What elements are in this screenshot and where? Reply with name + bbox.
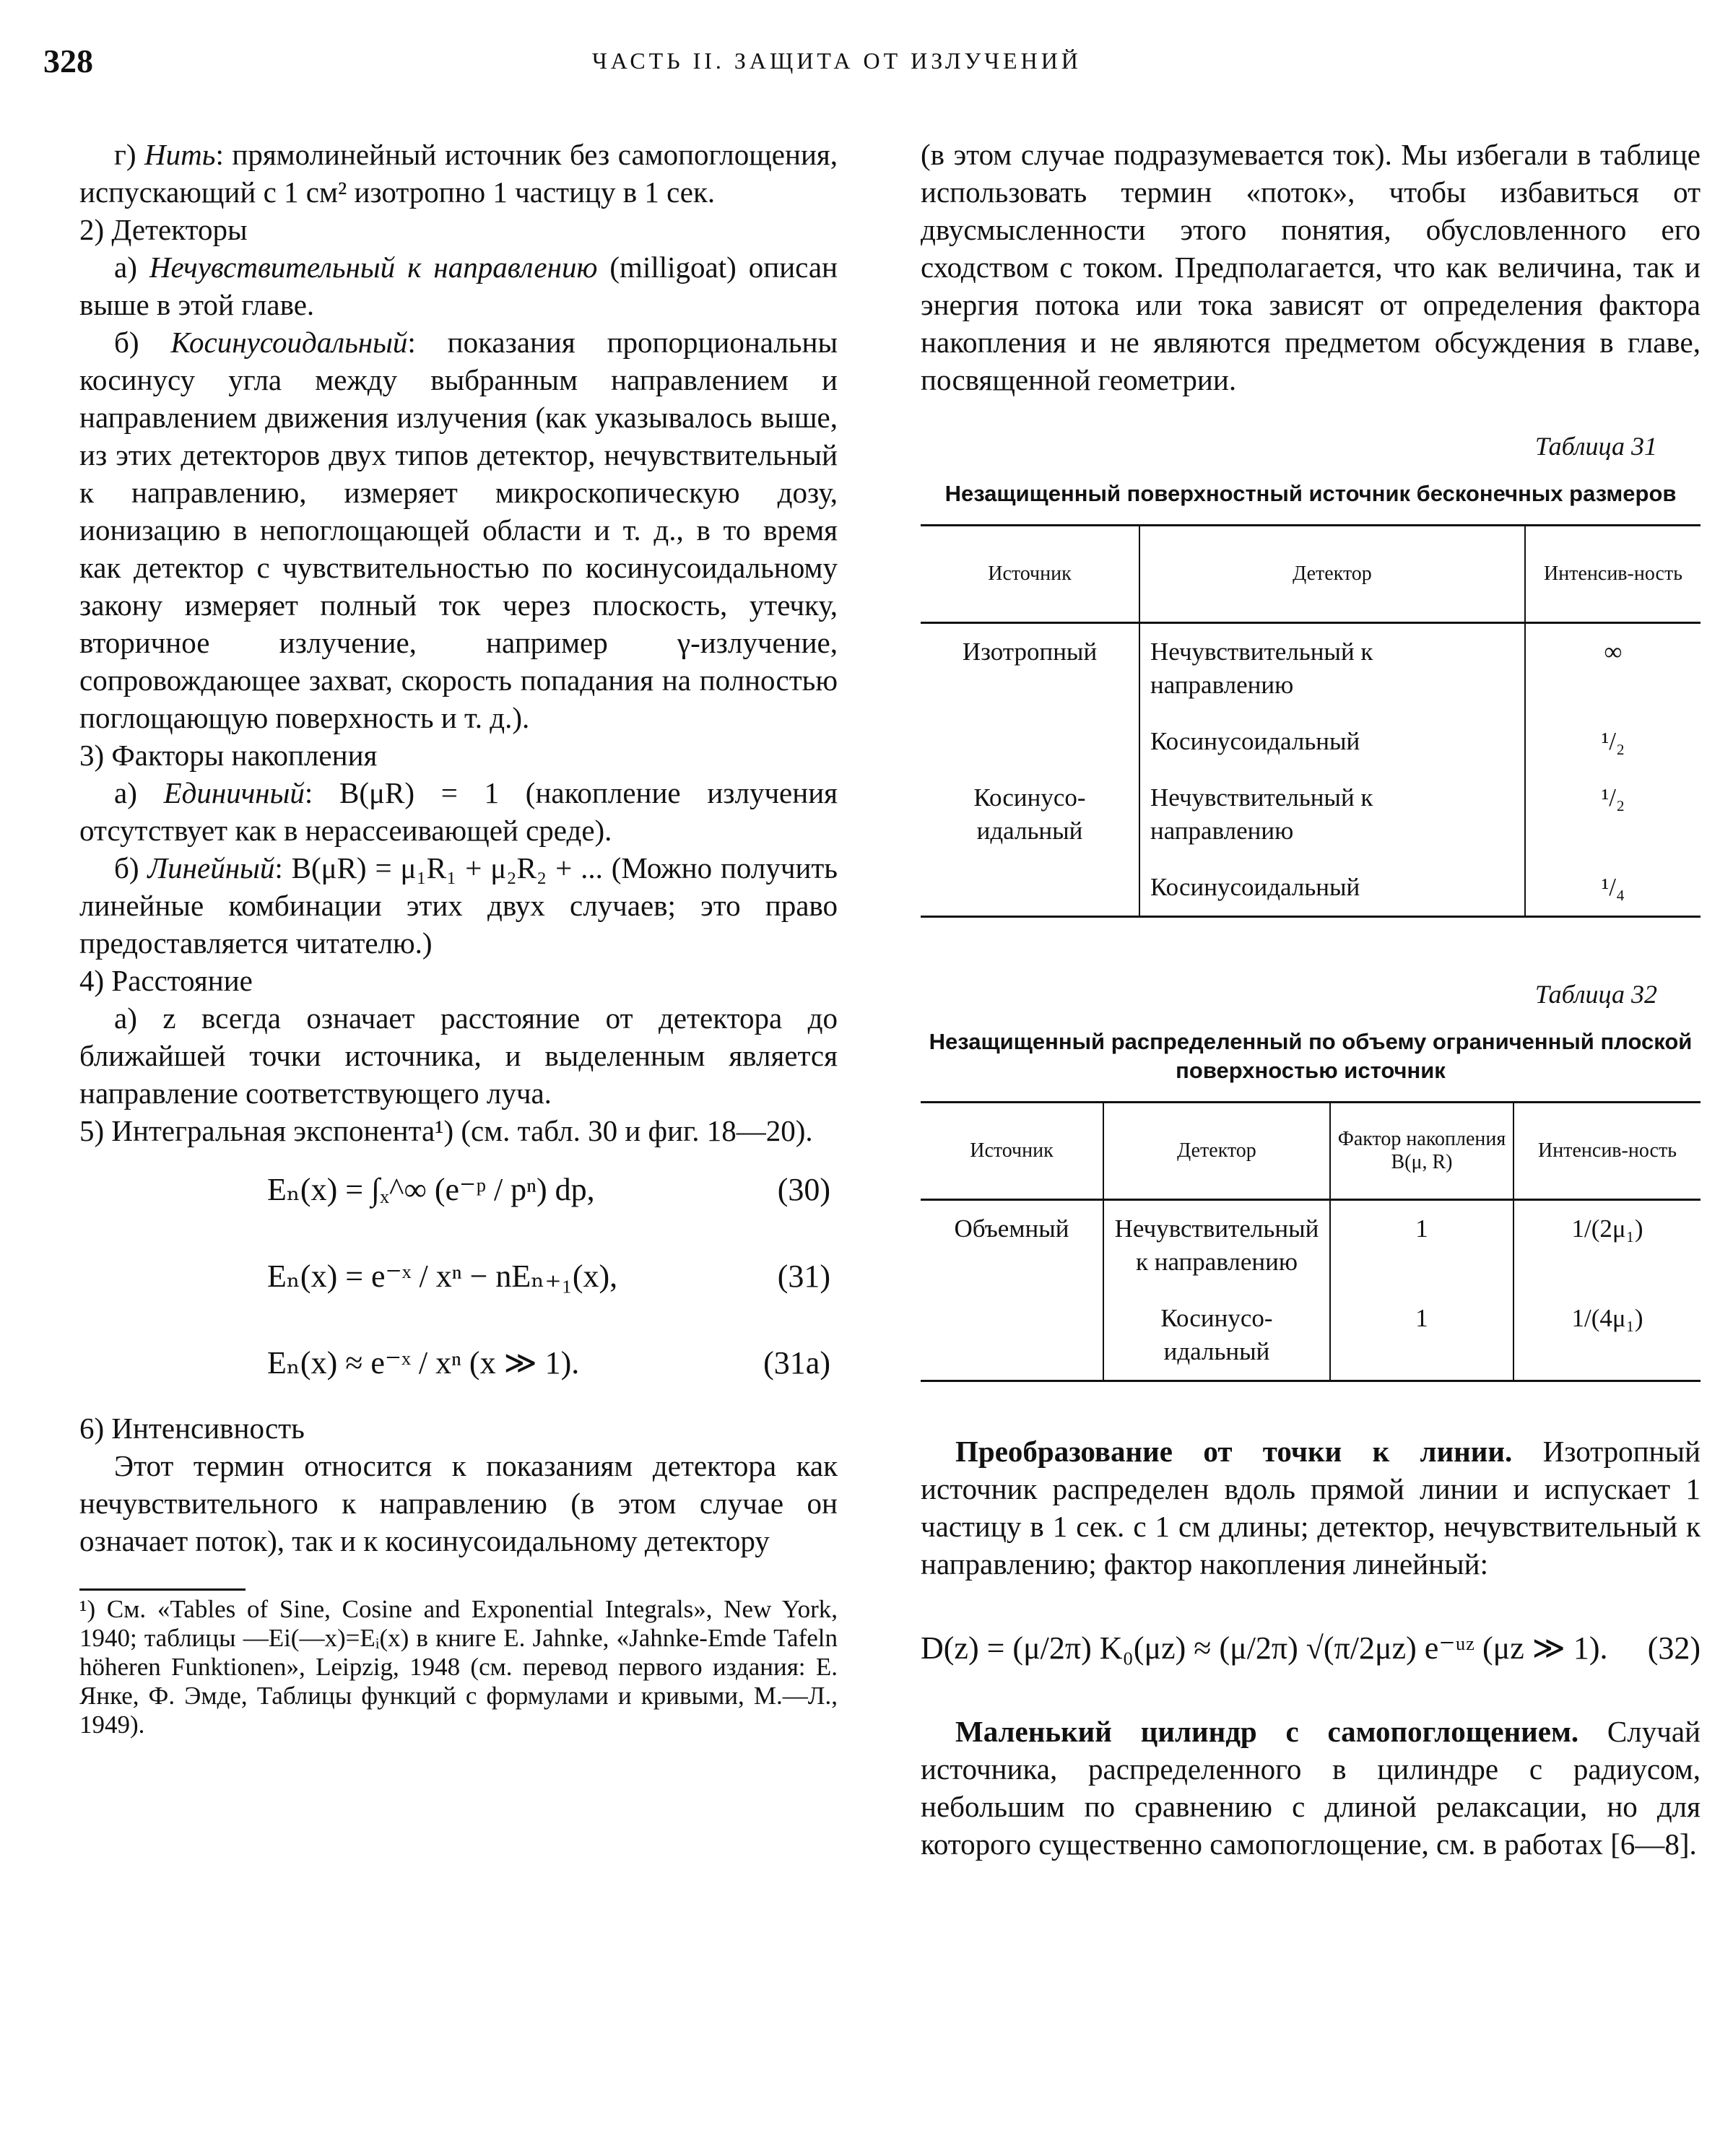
continued-paragraph: (в этом случае подразумевается ток). Мы избегали в таблице использовать термин «поток», чтобы избавиться от двусмысленности этого понятия, обусловленного его сходством с током. Предполагается, что как величина, так и энергия потока или тока зависят от определения фактора накопления и не являются предметом обсуждения в главе, посвященной геометрии. xyxy=(921,138,1701,396)
table-row: Изотропный Нечувствительный к направлению ∞ xyxy=(921,623,1701,714)
footnote-rule xyxy=(79,1588,246,1591)
table-row: Косинусоидальный ¹/₄ xyxy=(921,859,1701,917)
section-6-heading: 6) Интенсивность xyxy=(79,1412,305,1445)
item-3a: а) Единичный: B(μR) = 1 (накопление излучения отсутствует как в нерассеивающей среде). xyxy=(79,776,838,847)
paragraph-point-to-line-heading: Преобразование от точки к линии. xyxy=(955,1435,1513,1468)
right-column xyxy=(921,136,1701,1863)
table-31 xyxy=(921,524,1701,918)
item-g-text: : прямолинейный источник без самопоглощения, испускающий с 1 см² изотропно 1 частицу в 1 сек. xyxy=(79,138,838,209)
paragraph-small-cylinder-heading: Маленький цилиндр с самопоглощением. xyxy=(955,1715,1579,1748)
item-g: г) Нить: прямолинейный источник без самопоглощения, испускающий с 1 см² изотропно 1 частицу в 1 сек. xyxy=(79,138,838,209)
table-31-header: Источник xyxy=(921,526,1139,623)
section-4-heading: 4) Расстояние xyxy=(79,964,253,997)
item-2b: б) Косинусоидальный: показания пропорциональны косинусу угла между выбранным направлением и направлением движения излучения (как указывалось выше, из этих детекторов двух типов детектор, нечувствительный к направлению, измеряет микроскопическую дозу, ионизацию в непоглощающей области и т. д., в то время как детектор с чувствительностью по косинусоидальному закону измеряет полный ток через плоскость, утечку, вторичное излучение, например γ-излучение, сопровождающее захват, скорость попадания на полностью поглощающую поверхность и т. д.). xyxy=(79,326,838,734)
table-31-title: Незащищенный поверхностный источник бесконечных размеров xyxy=(944,481,1677,506)
table-32-header: Детектор xyxy=(1103,1103,1330,1200)
table-31-header: Детектор xyxy=(1139,526,1525,623)
table-32-title: Незащищенный распределенный по объему ограниченный плоской поверхностью источник xyxy=(929,1029,1693,1083)
paragraph-point-to-line: Преобразование от точки к линии. Изотропный источник распределен вдоль прямой линии и испускает 1 частицу в 1 сек. с 1 см длины; детектор, нечувствительный к направлению; фактор накопления линейный: xyxy=(921,1435,1701,1581)
table-31-header: Интенсив-ность xyxy=(1525,526,1701,623)
table-32 xyxy=(921,1101,1701,1382)
section-6-text: Этот термин относится к показаниям детектора как нечувствительного к направлению (в этом случае он означает поток), так и к косинусоидальному детектору xyxy=(79,1449,838,1557)
page-number: 328 xyxy=(43,43,93,79)
item-2a: а) Нечувствительный к направлению (milligoat) описан выше в этой главе. xyxy=(79,251,838,321)
equation-32: D(z) = (μ/2π) K₀(μz) ≈ (μ/2π) √(π/2μz) e⁻ᵘᶻ (μz ≫ 1). (32) xyxy=(921,1630,1701,1666)
page-header xyxy=(43,42,1711,85)
table-32-header: Фактор накопления B(μ, R) xyxy=(1330,1103,1513,1200)
table-row: Косинусо-идальный Нечувствительный к направлению ¹/₂ xyxy=(921,770,1701,859)
running-title: ЧАСТЬ II. ЗАЩИТА ОТ ИЗЛУЧЕНИЙ xyxy=(592,48,1082,74)
section-3-heading: 3) Факторы накопления xyxy=(79,739,378,772)
item-3b: б) Линейный: B(μR) = μ₁R₁ + μ₂R₂ + ... (Можно получить линейные комбинации этих двух случаев; это право предоставляется читателю.) xyxy=(79,851,838,960)
footnote: ¹) См. «Tables of Sine, Cosine and Exponential Integrals», New York, 1940; таблицы —Ei(—x)=Eᵢ(x) в книге E. Jahnke, «Jahnke-Emde Tafeln höheren Funktionen», Leipzig, 1948 (см. перевод первого издания: Е. Янке, Ф. Эмде, Таблицы функций с формулами и кривыми, М.—Л., 1949). xyxy=(79,1595,838,1739)
section-2-heading: 2) Детекторы xyxy=(79,213,248,246)
table-31-caption: Таблица 31 xyxy=(1534,432,1657,461)
paragraph-small-cylinder: Маленький цилиндр с самопоглощением. Случай источника, распределенного в цилиндре с радиусом, небольшим по сравнению с длиной релаксации, но для которого существенно самопоглощение, см. в работах [6—8]. xyxy=(921,1715,1701,1861)
item-g-term: Нить xyxy=(144,138,216,171)
equation-31: Eₙ(x) = e⁻ˣ / xⁿ − nEₙ₊₁(x), (31) xyxy=(267,1259,830,1294)
equation-30: Eₙ(x) = ∫ₓ^∞ (e⁻ᵖ / pⁿ) dp, (30) xyxy=(267,1172,830,1207)
equation-30-number: (30) xyxy=(777,1172,830,1207)
left-column xyxy=(79,136,838,1739)
table-row: Объемный Нечувствительный к направлению 1 1/(2μ₁) xyxy=(921,1200,1701,1291)
equation-31a: Eₙ(x) ≈ e⁻ˣ / xⁿ (x ≫ 1). (31a) xyxy=(267,1345,830,1381)
table-32-header: Источник xyxy=(921,1103,1103,1200)
table-32-caption: Таблица 32 xyxy=(1534,980,1657,1009)
table-32-header: Интенсив-ность xyxy=(1513,1103,1701,1200)
equation-32-number: (32) xyxy=(1647,1630,1701,1666)
table-row: Косинусо-идальный 1 1/(4μ₁) xyxy=(921,1290,1701,1381)
equation-31a-number: (31a) xyxy=(763,1345,830,1381)
section-5-heading: 5) Интегральная экспонента¹) (см. табл. 30 и фиг. 18—20). xyxy=(79,1114,813,1147)
item-4a: а) z всегда означает расстояние от детектора до ближайшей точки источника, и выделенным является направление соответствующего луча. xyxy=(79,1001,838,1110)
equation-31-number: (31) xyxy=(777,1259,830,1294)
table-row: Косинусоидальный ¹/₂ xyxy=(921,713,1701,770)
